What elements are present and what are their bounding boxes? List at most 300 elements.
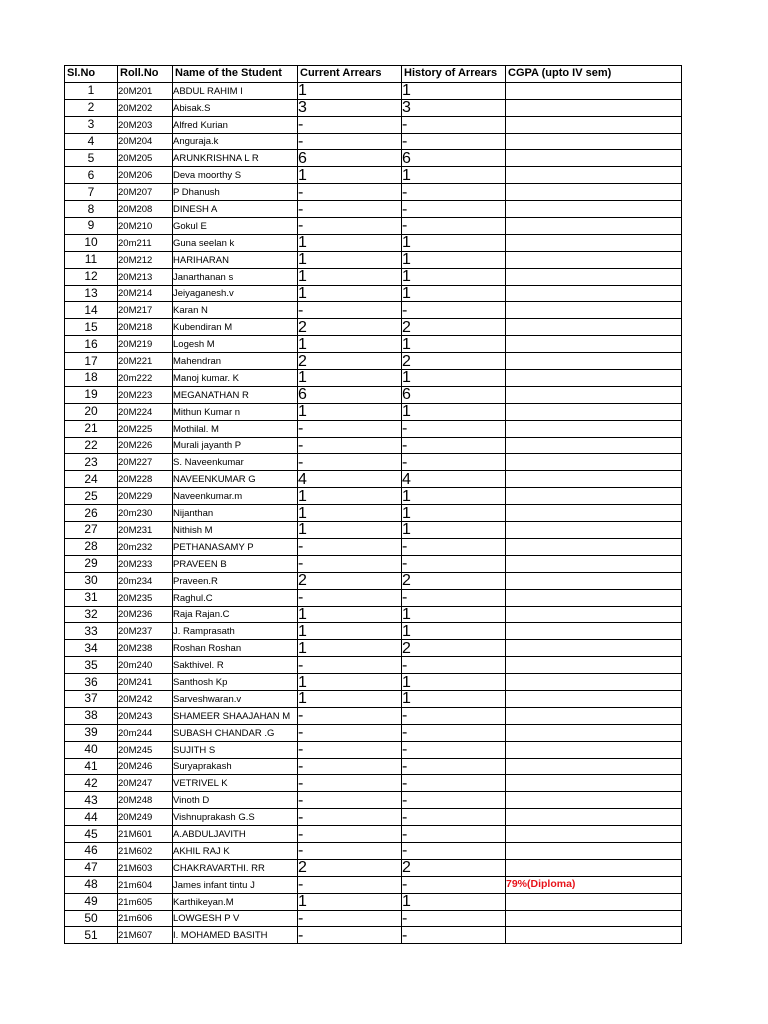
header-roll-no: Roll.No: [118, 66, 173, 83]
roll-no-cell: 20m240: [118, 657, 173, 674]
current-arrears-cell: 1: [298, 268, 402, 285]
student-name-cell: VETRIVEL K: [173, 775, 298, 792]
current-arrears-cell: 1: [298, 606, 402, 623]
cgpa-cell: [506, 859, 682, 876]
roll-no-cell: 20M243: [118, 707, 173, 724]
sl-no-cell: 21: [65, 420, 118, 437]
current-arrears-cell: -: [298, 184, 402, 201]
header-cgpa: CGPA (upto IV sem): [506, 66, 682, 83]
cgpa-cell: [506, 522, 682, 539]
cgpa-cell: [506, 589, 682, 606]
student-name-cell: AKHIL RAJ K: [173, 842, 298, 859]
roll-no-cell: 20m222: [118, 370, 173, 387]
history-of-arrears-cell: -: [402, 707, 506, 724]
roll-no-cell: 21m605: [118, 893, 173, 910]
table-row: [65, 218, 682, 235]
sl-no-cell: 9: [65, 218, 118, 235]
student-name-cell: Alfred Kurian: [173, 116, 298, 133]
roll-no-cell: 20M248: [118, 792, 173, 809]
sl-no-cell: 40: [65, 741, 118, 758]
roll-no-cell: 20M204: [118, 133, 173, 150]
sl-no-cell: 2: [65, 99, 118, 116]
cgpa-cell: [506, 775, 682, 792]
cgpa-cell: 79%(Diploma): [506, 876, 682, 893]
history-of-arrears-cell: -: [402, 133, 506, 150]
table-row: [65, 370, 682, 387]
current-arrears-cell: -: [298, 707, 402, 724]
sl-no-cell: 37: [65, 690, 118, 707]
current-arrears-cell: 1: [298, 251, 402, 268]
student-name-cell: Murali jayanth P: [173, 437, 298, 454]
roll-no-cell: 20M237: [118, 623, 173, 640]
cgpa-cell: [506, 809, 682, 826]
history-of-arrears-cell: -: [402, 657, 506, 674]
current-arrears-cell: -: [298, 758, 402, 775]
history-of-arrears-cell: -: [402, 792, 506, 809]
student-name-cell: Raja Rajan.C: [173, 606, 298, 623]
student-name-cell: LOWGESH P V: [173, 910, 298, 927]
history-of-arrears-cell: -: [402, 809, 506, 826]
student-name-cell: Mithun Kumar n: [173, 403, 298, 420]
roll-no-cell: 20M231: [118, 522, 173, 539]
current-arrears-cell: -: [298, 724, 402, 741]
cgpa-cell: [506, 99, 682, 116]
current-arrears-cell: 1: [298, 690, 402, 707]
table-row: [65, 809, 682, 826]
roll-no-cell: 20M247: [118, 775, 173, 792]
student-name-cell: Janarthanan s: [173, 268, 298, 285]
roll-no-cell: 20M249: [118, 809, 173, 826]
student-name-cell: PETHANASAMY P: [173, 538, 298, 555]
roll-no-cell: 20M233: [118, 555, 173, 572]
current-arrears-cell: -: [298, 826, 402, 843]
cgpa-cell: [506, 572, 682, 589]
cgpa-cell: [506, 724, 682, 741]
student-name-cell: S. Naveenkumar: [173, 454, 298, 471]
current-arrears-cell: 1: [298, 640, 402, 657]
table-row: [65, 707, 682, 724]
current-arrears-cell: -: [298, 302, 402, 319]
current-arrears-cell: 1: [298, 370, 402, 387]
roll-no-cell: 20m230: [118, 505, 173, 522]
roll-no-cell: 21M601: [118, 826, 173, 843]
sl-no-cell: 13: [65, 285, 118, 302]
student-name-cell: SUJITH S: [173, 741, 298, 758]
history-of-arrears-cell: 1: [402, 82, 506, 99]
current-arrears-cell: -: [298, 116, 402, 133]
history-of-arrears-cell: 6: [402, 386, 506, 403]
history-of-arrears-cell: -: [402, 437, 506, 454]
student-name-cell: J. Ramprasath: [173, 623, 298, 640]
sl-no-cell: 34: [65, 640, 118, 657]
table-row: [65, 336, 682, 353]
history-of-arrears-cell: 2: [402, 640, 506, 657]
history-of-arrears-cell: 1: [402, 336, 506, 353]
cgpa-cell: [506, 910, 682, 927]
table-row: [65, 403, 682, 420]
sl-no-cell: 28: [65, 538, 118, 555]
table-row: [65, 454, 682, 471]
sl-no-cell: 32: [65, 606, 118, 623]
student-name-cell: Naveenkumar.m: [173, 488, 298, 505]
roll-no-cell: 20m232: [118, 538, 173, 555]
roll-no-cell: 20M245: [118, 741, 173, 758]
roll-no-cell: 20M236: [118, 606, 173, 623]
roll-no-cell: 20M208: [118, 201, 173, 218]
current-arrears-cell: -: [298, 420, 402, 437]
sl-no-cell: 12: [65, 268, 118, 285]
roll-no-cell: 20M205: [118, 150, 173, 167]
student-name-cell: Nijanthan: [173, 505, 298, 522]
history-of-arrears-cell: 1: [402, 403, 506, 420]
cgpa-cell: [506, 758, 682, 775]
history-of-arrears-cell: -: [402, 876, 506, 893]
roll-no-cell: 20M221: [118, 353, 173, 370]
current-arrears-cell: -: [298, 133, 402, 150]
cgpa-cell: [506, 403, 682, 420]
sl-no-cell: 6: [65, 167, 118, 184]
arrears-table: [64, 65, 682, 944]
cgpa-cell: [506, 302, 682, 319]
roll-no-cell: 20M246: [118, 758, 173, 775]
cgpa-cell: [506, 336, 682, 353]
cgpa-cell: [506, 218, 682, 235]
history-of-arrears-cell: -: [402, 775, 506, 792]
current-arrears-cell: -: [298, 741, 402, 758]
student-name-cell: Vinoth D: [173, 792, 298, 809]
cgpa-cell: [506, 842, 682, 859]
roll-no-cell: 20M218: [118, 319, 173, 336]
student-name-cell: P Dhanush: [173, 184, 298, 201]
student-name-cell: Karan N: [173, 302, 298, 319]
table-row: [65, 99, 682, 116]
table-row: [65, 268, 682, 285]
cgpa-cell: [506, 707, 682, 724]
roll-no-cell: 20M207: [118, 184, 173, 201]
history-of-arrears-cell: -: [402, 927, 506, 944]
cgpa-cell: [506, 285, 682, 302]
sl-no-cell: 44: [65, 809, 118, 826]
student-name-cell: SHAMEER SHAAJAHAN M: [173, 707, 298, 724]
cgpa-cell: [506, 167, 682, 184]
header-row: [65, 66, 682, 83]
sl-no-cell: 18: [65, 370, 118, 387]
roll-no-cell: 20M213: [118, 268, 173, 285]
student-name-cell: Suryaprakash: [173, 758, 298, 775]
header-student-name: Name of the Student: [173, 66, 298, 83]
student-name-cell: Vishnuprakash G.S: [173, 809, 298, 826]
cgpa-cell: [506, 623, 682, 640]
current-arrears-cell: -: [298, 876, 402, 893]
roll-no-cell: 20M212: [118, 251, 173, 268]
current-arrears-cell: 4: [298, 471, 402, 488]
sl-no-cell: 19: [65, 386, 118, 403]
table-row: [65, 251, 682, 268]
history-of-arrears-cell: 1: [402, 690, 506, 707]
table-row: [65, 775, 682, 792]
sl-no-cell: 10: [65, 234, 118, 251]
history-of-arrears-cell: -: [402, 826, 506, 843]
history-of-arrears-cell: 1: [402, 522, 506, 539]
current-arrears-cell: -: [298, 910, 402, 927]
roll-no-cell: 20M229: [118, 488, 173, 505]
roll-no-cell: 20m244: [118, 724, 173, 741]
student-name-cell: Sarveshwaran.v: [173, 690, 298, 707]
cgpa-cell: [506, 234, 682, 251]
sl-no-cell: 49: [65, 893, 118, 910]
sl-no-cell: 36: [65, 674, 118, 691]
current-arrears-cell: -: [298, 657, 402, 674]
sl-no-cell: 38: [65, 707, 118, 724]
history-of-arrears-cell: 2: [402, 859, 506, 876]
roll-no-cell: 20M242: [118, 690, 173, 707]
current-arrears-cell: 1: [298, 674, 402, 691]
table-row: [65, 319, 682, 336]
history-of-arrears-cell: -: [402, 589, 506, 606]
history-of-arrears-cell: 1: [402, 167, 506, 184]
history-of-arrears-cell: 2: [402, 319, 506, 336]
current-arrears-cell: 6: [298, 150, 402, 167]
table-row: [65, 302, 682, 319]
sl-no-cell: 47: [65, 859, 118, 876]
sl-no-cell: 4: [65, 133, 118, 150]
current-arrears-cell: 1: [298, 234, 402, 251]
table-row: [65, 285, 682, 302]
cgpa-cell: [506, 640, 682, 657]
student-name-cell: NAVEENKUMAR G: [173, 471, 298, 488]
roll-no-cell: 20M202: [118, 99, 173, 116]
history-of-arrears-cell: 1: [402, 606, 506, 623]
history-of-arrears-cell: -: [402, 538, 506, 555]
roll-no-cell: 20M228: [118, 471, 173, 488]
sl-no-cell: 29: [65, 555, 118, 572]
current-arrears-cell: 1: [298, 336, 402, 353]
history-of-arrears-cell: -: [402, 555, 506, 572]
roll-no-cell: 21m606: [118, 910, 173, 927]
cgpa-cell: [506, 319, 682, 336]
student-name-cell: HARIHARAN: [173, 251, 298, 268]
table-body: [65, 82, 682, 943]
table-row: [65, 184, 682, 201]
current-arrears-cell: 6: [298, 386, 402, 403]
student-name-cell: Roshan Roshan: [173, 640, 298, 657]
sl-no-cell: 39: [65, 724, 118, 741]
student-name-cell: I. MOHAMED BASITH: [173, 927, 298, 944]
history-of-arrears-cell: 1: [402, 893, 506, 910]
history-of-arrears-cell: 1: [402, 285, 506, 302]
table-row: [65, 167, 682, 184]
roll-no-cell: 20M226: [118, 437, 173, 454]
cgpa-cell: [506, 538, 682, 555]
sl-no-cell: 22: [65, 437, 118, 454]
table-row: [65, 927, 682, 944]
sl-no-cell: 27: [65, 522, 118, 539]
sl-no-cell: 45: [65, 826, 118, 843]
current-arrears-cell: -: [298, 201, 402, 218]
roll-no-cell: 21m604: [118, 876, 173, 893]
student-name-cell: Mothilal. M: [173, 420, 298, 437]
current-arrears-cell: 2: [298, 353, 402, 370]
history-of-arrears-cell: -: [402, 184, 506, 201]
sl-no-cell: 51: [65, 927, 118, 944]
student-name-cell: ABDUL RAHIM I: [173, 82, 298, 99]
sl-no-cell: 8: [65, 201, 118, 218]
table-row: [65, 893, 682, 910]
current-arrears-cell: -: [298, 589, 402, 606]
table-row: [65, 471, 682, 488]
table-row: [65, 522, 682, 539]
sl-no-cell: 15: [65, 319, 118, 336]
sl-no-cell: 14: [65, 302, 118, 319]
cgpa-cell: [506, 82, 682, 99]
table-row: [65, 82, 682, 99]
table-row: [65, 572, 682, 589]
roll-no-cell: 20m211: [118, 234, 173, 251]
student-name-cell: MEGANATHAN R: [173, 386, 298, 403]
sl-no-cell: 16: [65, 336, 118, 353]
history-of-arrears-cell: 1: [402, 505, 506, 522]
history-of-arrears-cell: 1: [402, 268, 506, 285]
table-row: [65, 589, 682, 606]
current-arrears-cell: 1: [298, 488, 402, 505]
sl-no-cell: 1: [65, 82, 118, 99]
history-of-arrears-cell: -: [402, 454, 506, 471]
roll-no-cell: 21M603: [118, 859, 173, 876]
history-of-arrears-cell: -: [402, 842, 506, 859]
sl-no-cell: 5: [65, 150, 118, 167]
header-sl-no: Sl.No: [65, 66, 118, 83]
current-arrears-cell: -: [298, 538, 402, 555]
current-arrears-cell: -: [298, 927, 402, 944]
current-arrears-cell: 2: [298, 859, 402, 876]
student-name-cell: Deva moorthy S: [173, 167, 298, 184]
table-row: [65, 826, 682, 843]
sl-no-cell: 24: [65, 471, 118, 488]
roll-no-cell: 21M602: [118, 842, 173, 859]
sl-no-cell: 25: [65, 488, 118, 505]
history-of-arrears-cell: -: [402, 201, 506, 218]
sl-no-cell: 30: [65, 572, 118, 589]
table-row: [65, 792, 682, 809]
table-row: [65, 150, 682, 167]
roll-no-cell: 20M203: [118, 116, 173, 133]
cgpa-cell: [506, 268, 682, 285]
current-arrears-cell: 3: [298, 99, 402, 116]
sl-no-cell: 26: [65, 505, 118, 522]
sl-no-cell: 33: [65, 623, 118, 640]
student-name-cell: DINESH A: [173, 201, 298, 218]
history-of-arrears-cell: 1: [402, 251, 506, 268]
history-of-arrears-cell: -: [402, 741, 506, 758]
student-name-cell: Manoj kumar. K: [173, 370, 298, 387]
table-row: [65, 234, 682, 251]
history-of-arrears-cell: 4: [402, 471, 506, 488]
current-arrears-cell: 1: [298, 623, 402, 640]
cgpa-cell: [506, 133, 682, 150]
student-name-cell: Santhosh Kp: [173, 674, 298, 691]
cgpa-cell: [506, 184, 682, 201]
student-name-cell: Jeiyaganesh.v: [173, 285, 298, 302]
sl-no-cell: 7: [65, 184, 118, 201]
table-row: [65, 657, 682, 674]
table-row: [65, 876, 682, 893]
cgpa-cell: [506, 353, 682, 370]
roll-no-cell: 20M217: [118, 302, 173, 319]
current-arrears-cell: 2: [298, 319, 402, 336]
table-row: [65, 420, 682, 437]
cgpa-cell: [506, 674, 682, 691]
student-name-cell: Raghul.C: [173, 589, 298, 606]
roll-no-cell: 20M206: [118, 167, 173, 184]
table-row: [65, 910, 682, 927]
table-row: [65, 623, 682, 640]
history-of-arrears-cell: 2: [402, 353, 506, 370]
roll-no-cell: 20M225: [118, 420, 173, 437]
student-name-cell: Karthikeyan.M: [173, 893, 298, 910]
roll-no-cell: 20M223: [118, 386, 173, 403]
student-name-cell: Praveen.R: [173, 572, 298, 589]
sl-no-cell: 42: [65, 775, 118, 792]
sl-no-cell: 23: [65, 454, 118, 471]
history-of-arrears-cell: -: [402, 758, 506, 775]
current-arrears-cell: 1: [298, 82, 402, 99]
student-name-cell: Nithish M: [173, 522, 298, 539]
sl-no-cell: 46: [65, 842, 118, 859]
sl-no-cell: 11: [65, 251, 118, 268]
current-arrears-cell: -: [298, 454, 402, 471]
table-row: [65, 606, 682, 623]
student-name-cell: PRAVEEN B: [173, 555, 298, 572]
header-history-of-arrears: History of Arrears: [402, 66, 506, 83]
table-row: [65, 555, 682, 572]
cgpa-cell: [506, 488, 682, 505]
student-name-cell: A.ABDULJAVITH: [173, 826, 298, 843]
cgpa-cell: [506, 454, 682, 471]
student-name-cell: SUBASH CHANDAR .G: [173, 724, 298, 741]
student-name-cell: ARUNKRISHNA L R: [173, 150, 298, 167]
roll-no-cell: 20M235: [118, 589, 173, 606]
table-row: [65, 859, 682, 876]
student-name-cell: Kubendiran M: [173, 319, 298, 336]
cgpa-cell: [506, 471, 682, 488]
cgpa-cell: [506, 505, 682, 522]
current-arrears-cell: 1: [298, 285, 402, 302]
cgpa-cell: [506, 657, 682, 674]
cgpa-cell: [506, 150, 682, 167]
table-row: [65, 842, 682, 859]
student-name-cell: Anguraja.k: [173, 133, 298, 150]
cgpa-cell: [506, 386, 682, 403]
table-row: [65, 437, 682, 454]
table-row: [65, 538, 682, 555]
student-name-cell: Guna seelan k: [173, 234, 298, 251]
history-of-arrears-cell: 1: [402, 623, 506, 640]
student-name-cell: Sakthivel. R: [173, 657, 298, 674]
table-row: [65, 640, 682, 657]
current-arrears-cell: 1: [298, 893, 402, 910]
history-of-arrears-cell: -: [402, 218, 506, 235]
sl-no-cell: 3: [65, 116, 118, 133]
table-row: [65, 116, 682, 133]
cgpa-cell: [506, 606, 682, 623]
student-name-cell: James infant tintu J: [173, 876, 298, 893]
history-of-arrears-cell: 6: [402, 150, 506, 167]
sl-no-cell: 43: [65, 792, 118, 809]
current-arrears-cell: 1: [298, 505, 402, 522]
current-arrears-cell: -: [298, 437, 402, 454]
student-name-cell: Logesh M: [173, 336, 298, 353]
sl-no-cell: 50: [65, 910, 118, 927]
